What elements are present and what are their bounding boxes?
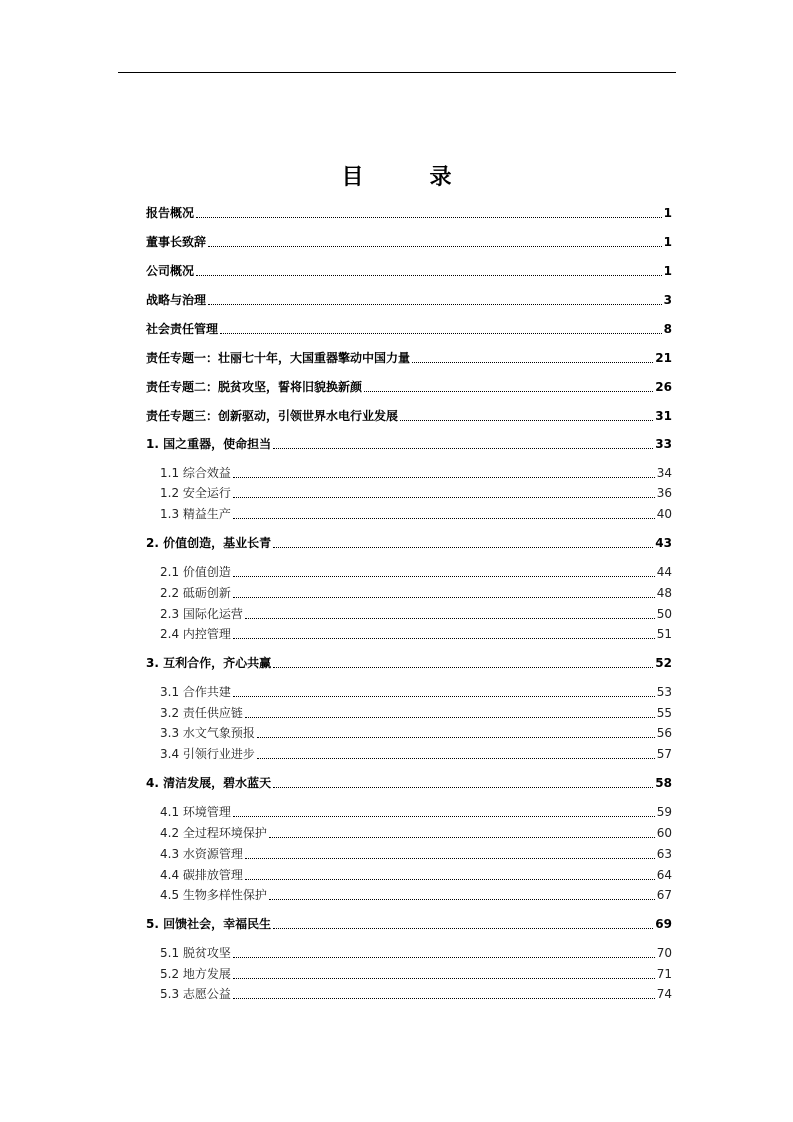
toc-entry-label: 4.4 碳排放管理 [160,868,243,882]
dot-leader [273,448,653,449]
toc-entry-page: 74 [656,987,672,1001]
dot-leader [245,717,655,718]
toc-entry[interactable] [146,534,672,552]
dot-leader [257,737,655,738]
toc-entry-page: 36 [656,486,672,500]
toc-entry-page: 1 [663,264,672,278]
toc-subentry[interactable] [160,584,672,602]
toc-entry-label: 3. 互利合作，齐心共赢 [146,656,272,670]
toc-entry-label: 董事长致辞 [146,235,207,249]
toc-entry-label: 责任专题二：脱贫攻坚，誓将旧貌换新颜 [146,380,363,394]
dot-leader [257,758,655,759]
dot-leader [245,618,655,619]
toc-entry-page: 26 [655,380,672,394]
dot-leader [233,978,655,979]
toc-entry-page: 44 [656,565,672,579]
toc-entry-page: 67 [656,888,672,902]
dot-leader [220,333,662,334]
toc-entry-label: 1.2 安全运行 [160,486,231,500]
toc-entry-page: 1 [663,235,672,249]
dot-leader [196,275,662,276]
toc-entry-page: 8 [663,322,672,336]
dot-leader [233,597,655,598]
toc-entry-label: 4. 清洁发展，碧水蓝天 [146,776,272,790]
toc-subentry[interactable] [160,944,672,962]
toc-entry[interactable] [146,262,672,280]
toc-entry-page: 60 [656,826,672,840]
toc-entry-label: 4.3 水资源管理 [160,847,243,861]
toc-entry[interactable] [146,320,672,338]
dot-leader [245,879,655,880]
toc-entry-label: 社会责任管理 [146,322,219,336]
toc-entry-page: 3 [663,293,672,307]
toc-subentry[interactable] [160,505,672,523]
toc-subentry[interactable] [160,464,672,482]
dot-leader [400,420,653,421]
dot-leader [269,899,655,900]
toc-entry-label: 5.3 志愿公益 [160,987,231,1001]
toc-entry-page: 56 [656,726,672,740]
toc-entry-label: 战略与治理 [146,293,207,307]
toc-subentry[interactable] [160,724,672,742]
toc-entry-label: 2.2 砥砺创新 [160,586,231,600]
toc-entry-label: 5.1 脱贫攻坚 [160,946,231,960]
dot-leader [233,957,655,958]
dot-leader [233,477,655,478]
dot-leader [233,497,655,498]
toc-entry-label: 1.1 综合效益 [160,466,231,480]
toc-entry-label: 3.3 水文气象预报 [160,726,255,740]
toc-entry-label: 4.5 生物多样性保护 [160,888,267,902]
toc-subentry[interactable] [160,985,672,1003]
toc-entry[interactable] [146,204,672,222]
toc-subentry[interactable] [160,886,672,904]
toc-entry-page: 21 [655,351,672,365]
toc-entry-page: 53 [656,685,672,699]
toc-entry-page: 59 [656,805,672,819]
toc-subentry[interactable] [160,625,672,643]
dot-leader [273,667,653,668]
dot-leader [273,928,653,929]
toc-entry-page: 33 [655,437,672,451]
toc-entry[interactable] [146,291,672,309]
dot-leader [233,696,655,697]
toc-entry-label: 责任专题一：壮丽七十年，大国重器擎动中国力量 [146,351,411,365]
dot-leader [233,576,655,577]
toc-entry-label: 3.4 引领行业进步 [160,747,255,761]
toc-entry[interactable] [146,654,672,672]
toc-subentry[interactable] [160,803,672,821]
toc-subentry[interactable] [160,824,672,842]
toc-entry-page: 52 [655,656,672,670]
page-title: 目 录 [341,165,474,190]
toc-entry-page: 48 [656,586,672,600]
dot-leader [208,304,662,305]
dot-leader [233,998,655,999]
toc-entry-page: 43 [655,536,672,550]
toc-entry-page: 1 [663,206,672,220]
toc-entry-label: 1. 国之重器，使命担当 [146,437,272,451]
toc-entry-page: 58 [655,776,672,790]
toc-entry[interactable] [146,407,672,425]
dot-leader [208,246,662,247]
toc-entry-page: 69 [655,917,672,931]
toc-entry-label: 报告概况 [146,206,195,220]
dot-leader [245,858,655,859]
dot-leader [412,362,653,363]
dot-leader [269,837,655,838]
toc-entry-page: 57 [656,747,672,761]
dot-leader [273,547,653,548]
toc-entry-page: 31 [655,409,672,423]
toc-entry-label: 5. 回馈社会，幸福民生 [146,917,272,931]
toc-entry[interactable] [146,378,672,396]
toc-entry-page: 51 [656,627,672,641]
toc-subentry[interactable] [160,704,672,722]
toc-entry-label: 2.3 国际化运营 [160,607,243,621]
toc-entry-label: 责任专题三：创新驱动，引领世界水电行业发展 [146,409,399,423]
dot-leader [233,638,655,639]
dot-leader [233,518,655,519]
toc-subentry[interactable] [160,605,672,623]
toc-entry[interactable] [146,915,672,933]
toc-entry-label: 2.1 价值创造 [160,565,231,579]
toc-entry[interactable] [146,349,672,367]
toc-entry[interactable] [146,233,672,251]
toc-subentry[interactable] [160,563,672,581]
dot-leader [233,816,655,817]
toc-entry-page: 71 [656,967,672,981]
dot-leader [364,391,653,392]
toc-entry-label: 1.3 精益生产 [160,507,231,521]
toc-entry-label: 2. 价值创造，基业长青 [146,536,272,550]
toc-entry-label: 3.1 合作共建 [160,685,231,699]
toc-subentry[interactable] [160,745,672,763]
toc-entry-label: 公司概况 [146,264,195,278]
toc-entry-page: 40 [656,507,672,521]
toc-entry-label: 4.2 全过程环境保护 [160,826,267,840]
toc-entry-page: 63 [656,847,672,861]
toc-entry-label: 5.2 地方发展 [160,967,231,981]
toc-subentry[interactable] [160,965,672,983]
dot-leader [273,787,653,788]
toc-entry-page: 64 [656,868,672,882]
toc-entry-page: 34 [656,466,672,480]
dot-leader [196,217,662,218]
toc-entry-label: 4.1 环境管理 [160,805,231,819]
toc-entry-page: 70 [656,946,672,960]
toc-entry-label: 3.2 责任供应链 [160,706,243,720]
toc-entry-page: 55 [656,706,672,720]
toc-subentry[interactable] [160,845,672,863]
toc-subentry[interactable] [160,484,672,502]
toc-entry[interactable] [146,435,672,453]
toc-entry[interactable] [146,774,672,792]
toc-subentry[interactable] [160,866,672,884]
toc-entry-page: 50 [656,607,672,621]
toc-subentry[interactable] [160,683,672,701]
toc-entry-label: 2.4 内控管理 [160,627,231,641]
